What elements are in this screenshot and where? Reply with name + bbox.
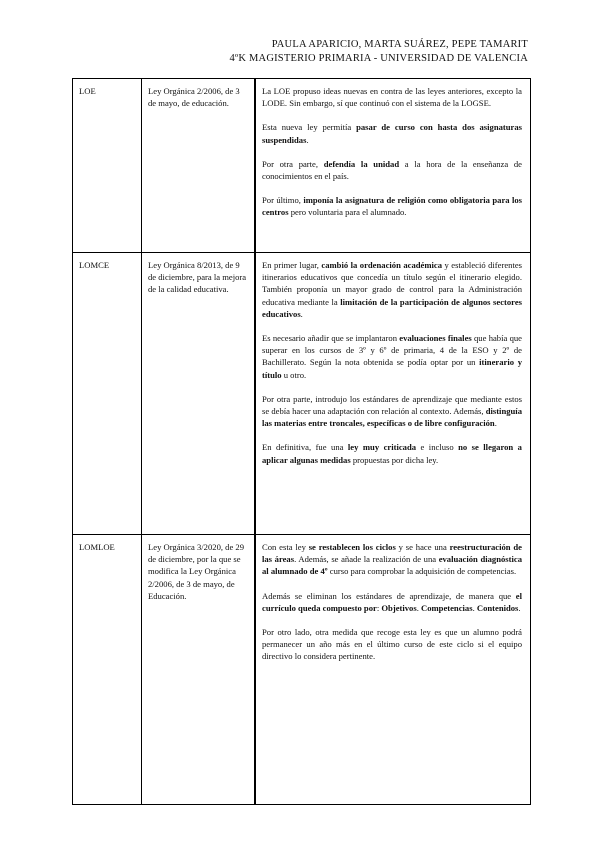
text-run: . [300,308,303,319]
law-acronym: LOMCE [73,253,142,535]
text-run: y estableció diferentes itinerarios educativos que concedía un título según el itinerario elegido. También proponía un mayor grado de control para la Administración educativa mediante la [262,260,522,307]
description-paragraph [262,393,522,430]
page-header [229,38,528,66]
text-run: . [472,602,477,613]
text-run: Es necesario añadir que se implantaron [262,333,400,344]
description-paragraph [262,121,522,145]
description-paragraph [262,194,522,218]
text-run: u otro. [281,369,307,380]
description-paragraph [262,590,522,614]
law-acronym: LOMLOE [73,535,142,805]
description-paragraph [262,259,522,320]
law-reference: Ley Orgánica 8/2013, de 9 de diciembre, para la mejora de la calidad educativa. [142,253,256,535]
text-run: . [494,418,497,429]
table-row [73,79,531,253]
authors-line: PAULA APARICIO, MARTA SUÁREZ, PEPE TAMARIT [271,39,528,50]
bold-text: evaluaciones finales [399,333,472,344]
text-run: : [376,602,382,613]
description-paragraph [262,441,522,465]
text-run: . [518,602,521,613]
laws-table [72,78,531,805]
bold-text: defendía la unidad [323,158,400,169]
table-row [73,253,531,535]
description-paragraph [262,332,522,381]
text-run: En definitiva, fue una [262,442,348,453]
bold-text: pasar de curso con hasta dos asignaturas suspendidas [262,122,522,145]
text-run: . Además, se añade la realización de una [294,554,439,565]
text-run: La LOE propuso ideas nuevas en contra de las leyes anteriores, excepto la LODE. Sin embargo, sí que continuó con el sistema de la LOGSE. [262,86,522,109]
text-run: y se hace una [395,542,450,552]
text-run: Además se eliminan los estándares de aprendizaje, de manera que [262,590,516,601]
text-run: Por otra parte, introdujo los estándares de aprendizaje que mediante estos se debía hacer una adaptación con relación al contexto. Además, [262,393,522,417]
law-description [255,79,531,253]
bold-text: Objetivos [381,602,417,613]
text-run: que había que superar en los cursos de 3º y 6º de primaria, 4 de la ESO y 2º de Bachillerato. Según la nota obtenida se podía optar por un [262,333,522,368]
bold-text: Contenidos [476,602,519,613]
text-run: Por último, [262,195,304,206]
bold-text: ley muy criticada [347,442,417,453]
table-row [73,535,531,805]
text-run: pero voluntaria para el alumnado. [288,207,407,218]
text-run: curso para comprobar la adquisición de competencias. [327,566,517,577]
law-description [255,535,531,805]
text-run: Con esta ley [262,542,309,552]
law-reference: Ley Orgánica 2/2006, de 3 de mayo, de educación. [142,79,256,253]
text-run: e incluso [416,442,459,453]
bold-text: cambió la ordenación académica [321,260,442,270]
text-run: propuestas por dicha ley. [350,454,439,465]
text-run: a la hora de la enseñanza de conocimientos en el país. [262,158,522,182]
bold-text: limitación de la participación de algunos sectores educativos [262,296,522,319]
bold-text: distinguía las materias entre troncales, específicas o de libre configuración [262,406,522,429]
text-run: . [306,134,309,145]
description-paragraph [262,541,522,578]
course-line: 4ºK MAGISTERIO PRIMARIA - UNIVERSIDAD DE VALENCIA [229,53,528,64]
text-run: Por otro lado, otra medida que recoge esta ley es que un alumno podrá permanecer un año más en el último curso de este ciclo si el equipo directivo lo considera pertinente. [262,627,522,662]
text-run: En primer lugar, [262,260,322,270]
text-run: Esta nueva ley permitía [262,122,357,133]
bold-text: reestructuración de las áreas [262,542,522,565]
text-run: . [416,602,421,613]
bold-text: no se llegaron a aplicar algunas medidas [262,442,522,465]
bold-text: Competencias [421,602,473,613]
description-paragraph [262,158,522,182]
law-reference: Ley Orgánica 3/2020, de 29 de diciembre, por la que se modifica la Ley Orgánica 2/2006, de 3 de mayo, de Educación. [142,535,256,805]
law-acronym: LOE [73,79,142,253]
bold-text: imponía la asignatura de religión como obligatoria para los centros [262,195,522,218]
description-paragraph [262,626,522,663]
bold-text: se restablecen los ciclos [308,542,396,552]
bold-text: el currículo queda compuesto por [262,590,522,613]
bold-text: itinerario y título [262,357,522,380]
text-run: Por otra parte, [262,158,324,169]
law-description [255,253,531,535]
description-paragraph [262,85,522,109]
bold-text: evaluación diagnóstica al alumnado de 4º [262,554,523,577]
